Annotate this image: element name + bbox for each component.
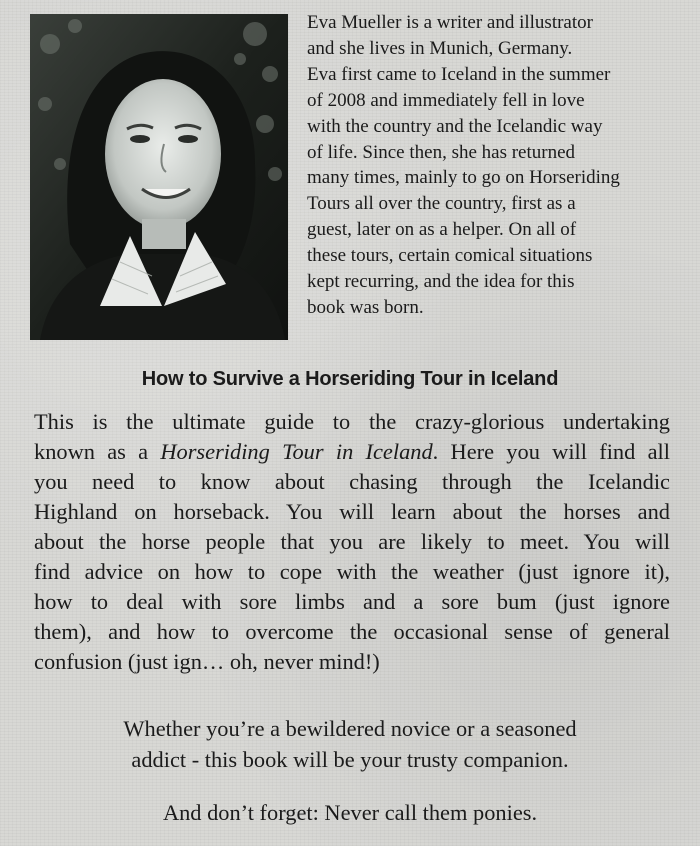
blurb-line-start: known as a (34, 439, 161, 464)
blurb-italic-title: Horseriding Tour in Iceland (160, 439, 433, 464)
bio-line: these tours, certain comical situations (307, 245, 593, 267)
bio-line: of 2008 and immediately fell in love (307, 89, 585, 111)
closing-line: And don’t forget: Never call them ponies. (162, 800, 538, 825)
bio-line: kept recurring, and the idea for this (307, 271, 575, 293)
tagline-line: Whether you’re a bewildered novice or a seasoned (123, 716, 577, 741)
bio-line: Tours all over the country, first as a (307, 193, 576, 215)
author-photo (30, 14, 288, 340)
bio-line: and she lives in Munich, Germany. (307, 37, 573, 59)
book-tagline (0, 713, 700, 775)
bio-line: of life. Since then, she has returned (307, 141, 576, 163)
blurb-line-end: . Here you will find all (432, 439, 670, 464)
blurb-line: how to deal with sore limbs and a sore bum (just ignore (34, 589, 670, 614)
bio-line: Eva Mueller is a writer and illustrator (307, 12, 593, 33)
blurb-line: Highland on horseback. You will learn about the horses and (34, 499, 670, 524)
blurb-line: you need to know about chasing through the Icelandic (34, 469, 670, 494)
author-bio (307, 10, 695, 321)
bio-line: many times, mainly to go on Horseriding (307, 167, 620, 189)
bio-line: with the country and the Icelandic way (307, 115, 603, 137)
bio-line: guest, later on as a helper. On all of (307, 219, 577, 241)
blurb-line: them), and how to overcome the occasional sense of general (34, 619, 670, 644)
bio-line: Eva first came to Iceland in the summer (307, 63, 611, 85)
author-portrait-image (30, 14, 288, 340)
tagline-line: addict - this book will be your trusty companion. (131, 747, 569, 772)
blurb-line: find advice on how to cope with the weather (just ignore it), (34, 559, 670, 584)
blurb-line: This is the ultimate guide to the crazy-glorious undertaking (34, 409, 670, 434)
book-headline: How to Survive a Horseriding Tour in Iceland (141, 368, 559, 390)
bio-line: book was born. (307, 296, 424, 318)
blurb-line (34, 437, 670, 467)
blurb-line: confusion (just ign… oh, never mind!) (34, 649, 380, 674)
blurb-line: about the horse people that you are likely to meet. You will (34, 529, 670, 554)
book-blurb (34, 407, 670, 677)
